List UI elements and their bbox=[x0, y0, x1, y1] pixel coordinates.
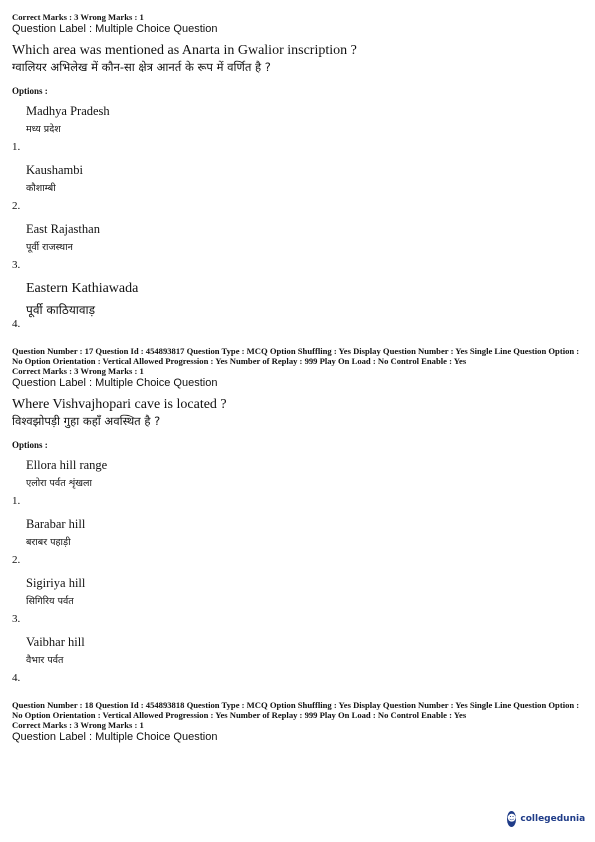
logo-text: collegedunia bbox=[520, 814, 586, 824]
question-text-en: Where Vishvajhopari cave is located ? bbox=[12, 397, 227, 412]
option-number: 3. bbox=[12, 259, 21, 271]
option-item[interactable] bbox=[12, 631, 580, 690]
option-text-hi: सिगिरिय पर्वत bbox=[26, 596, 74, 607]
option-number: 2. bbox=[12, 200, 21, 212]
option-text-hi: वैभार पर्वत bbox=[26, 655, 64, 666]
marks-line: Correct Marks : 3 Wrong Marks : 1 bbox=[12, 366, 144, 376]
question-text-hi: विश्वझोपड़ी गुहा कहाँ अवस्थित है ? bbox=[12, 414, 161, 428]
option-text-hi: पूर्वी राजस्थान bbox=[26, 242, 73, 253]
question-block bbox=[12, 700, 580, 744]
question-block bbox=[12, 346, 580, 690]
option-number: 1. bbox=[12, 141, 21, 153]
option-number: 3. bbox=[12, 613, 21, 625]
option-text-en: Sigiriya hill bbox=[26, 576, 86, 590]
question-text-en: Which area was mentioned as Anarta in Gwalior inscription ? bbox=[12, 43, 357, 58]
option-text-en: Vaibhar hill bbox=[26, 635, 85, 649]
question-label: Question Label : Multiple Choice Question bbox=[12, 377, 218, 389]
question-text-hi: ग्वालियर अभिलेख में कौन-सा क्षेत्र आनर्त के रूप में वर्णित है ? bbox=[12, 60, 271, 74]
document-page bbox=[12, 12, 580, 746]
question-label: Question Label : Multiple Choice Question bbox=[12, 731, 218, 743]
option-text-en: Madhya Pradesh bbox=[26, 104, 110, 118]
marks-line: Correct Marks : 3 Wrong Marks : 1 bbox=[12, 720, 144, 730]
option-item[interactable] bbox=[12, 100, 580, 159]
option-text-en: Barabar hill bbox=[26, 517, 86, 531]
option-text-hi: कौशाम्बी bbox=[26, 183, 56, 194]
option-text-hi: मध्य प्रदेश bbox=[26, 124, 61, 135]
marks-line: Correct Marks : 3 Wrong Marks : 1 bbox=[12, 12, 144, 22]
option-text-en: Kaushambi bbox=[26, 163, 83, 177]
option-item[interactable] bbox=[12, 454, 580, 513]
option-number: 1. bbox=[12, 495, 21, 507]
option-number: 4. bbox=[12, 672, 21, 684]
graduate-icon: ☻ bbox=[507, 811, 516, 827]
option-text-en: East Rajasthan bbox=[26, 222, 100, 236]
option-text-hi: पूर्वी काठियावाड़ bbox=[26, 303, 96, 317]
option-text-hi: एलोरा पर्वत शृंखला bbox=[26, 478, 92, 489]
question-meta: Question Number : 18 Question Id : 454893818 Question Type : MCQ Option Shuffling : Yes Display Question Number : Yes Single Line Question Option : No Option Orientation : Vertical Allowed Progression : Yes Number of Replay : 999 Play On Load : No Control Enable : Yes bbox=[12, 700, 580, 720]
option-text-hi: बराबर पहाड़ी bbox=[26, 537, 71, 548]
options-title: Options : bbox=[12, 440, 48, 450]
option-item[interactable] bbox=[12, 159, 580, 218]
option-number: 2. bbox=[12, 554, 21, 566]
collegedunia-logo bbox=[507, 808, 585, 830]
option-text-en: Ellora hill range bbox=[26, 458, 108, 472]
option-number: 4. bbox=[12, 318, 21, 330]
option-item[interactable] bbox=[12, 572, 580, 631]
option-item[interactable] bbox=[12, 277, 580, 336]
option-item[interactable] bbox=[12, 513, 580, 572]
option-text-en: Eastern Kathiawada bbox=[26, 281, 139, 296]
question-label: Question Label : Multiple Choice Question bbox=[12, 23, 218, 35]
question-meta: Question Number : 17 Question Id : 454893817 Question Type : MCQ Option Shuffling : Yes Display Question Number : Yes Single Line Question Option : No Option Orientation : Vertical Allowed Progression : Yes Number of Replay : 999 Play On Load : No Control Enable : Yes bbox=[12, 346, 580, 366]
options-title: Options : bbox=[12, 86, 48, 96]
question-block bbox=[12, 12, 580, 336]
option-item[interactable] bbox=[12, 218, 580, 277]
